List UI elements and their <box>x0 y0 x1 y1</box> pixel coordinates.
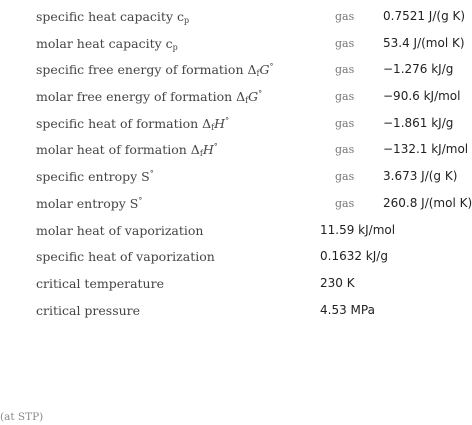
phase-label: gas <box>335 143 355 157</box>
row-value: 4.53 MPa <box>320 302 375 317</box>
row-value: 11.59 kJ/mol <box>320 222 396 237</box>
row-label: specific heat of vaporization <box>36 249 215 265</box>
row-label: molar free energy of formation $\Delta_fG^\circ$ <box>36 89 263 106</box>
row-value: −132.1 kJ/mol <box>383 142 469 157</box>
table-row <box>0 298 428 325</box>
table-row <box>0 244 428 271</box>
table-row <box>0 57 454 84</box>
row-value: 230 K <box>320 275 355 290</box>
phase-label: gas <box>335 170 355 184</box>
phase-label: gas <box>335 10 355 23</box>
phase-label: gas <box>335 196 355 210</box>
row-label: critical pressure <box>36 302 141 318</box>
row-value: −1.861 kJ/g <box>383 115 454 130</box>
row-value: −90.6 kJ/mol <box>383 89 461 104</box>
phase-label: gas <box>335 90 355 104</box>
row-label: specific free energy of formation $\Delta_fG^\circ$ <box>36 62 274 79</box>
row-value: 0.1632 kJ/g <box>320 249 388 264</box>
phase-label: gas <box>335 63 355 77</box>
row-label: specific entropy S° <box>36 169 154 185</box>
footnote: (at STP) <box>0 411 44 423</box>
table-row <box>0 271 428 298</box>
row-value: 53.4 J/(mol K) <box>383 35 465 50</box>
row-label: specific heat capacity $c_p$ <box>36 9 190 25</box>
row-label: molar heat of formation $\Delta_fH^\circ$ <box>36 142 218 159</box>
table-row <box>0 164 458 191</box>
row-value: 0.7521 J/(g K) <box>383 9 466 23</box>
row-label: molar heat capacity $c_p$ <box>36 35 178 52</box>
row-value: 260.8 J/(mol K) <box>383 195 472 210</box>
table-row <box>0 191 472 218</box>
table-row <box>0 137 469 164</box>
row-label: critical temperature <box>36 275 164 291</box>
phase-label: gas <box>335 116 355 130</box>
row-label: molar heat of vaporization <box>36 222 204 238</box>
table-row <box>0 218 428 245</box>
row-value: −1.276 kJ/g <box>383 62 454 77</box>
phase-label: gas <box>335 36 355 50</box>
table-row <box>0 31 465 58</box>
table-row <box>0 84 461 111</box>
row-label: molar entropy S° <box>36 195 143 211</box>
table-row <box>0 111 454 138</box>
row-value: 3.673 J/(g K) <box>383 169 458 184</box>
row-label: specific heat of formation $\Delta_fH^\circ$ <box>36 115 230 132</box>
table-row <box>0 4 466 31</box>
